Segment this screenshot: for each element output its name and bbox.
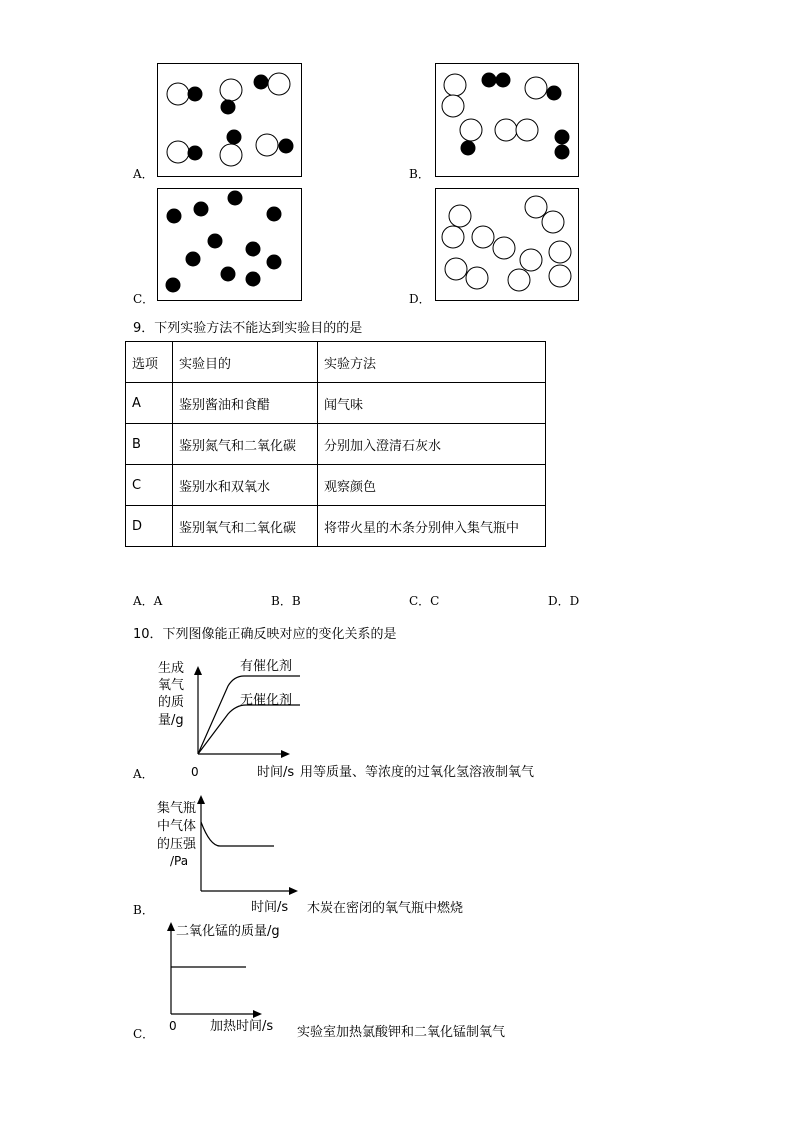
table-header-cell: 实验目的 — [173, 342, 318, 383]
graph-c-ylabel: 二氧化锰的质量/g — [176, 924, 280, 939]
particle-diagram-c — [158, 189, 301, 300]
graph-a-ylabel-line: 的质 — [158, 695, 185, 710]
graph-c-caption: 实验室加热氯酸钾和二氧化锰制氧气 — [297, 1025, 506, 1040]
graph-b-ylabel-line: 中气体 — [157, 819, 197, 834]
table-cell: A — [126, 383, 173, 424]
graph-c-origin: 0 — [169, 1019, 177, 1033]
graph-c-label: C． — [133, 1027, 155, 1041]
table-header-cell: 实验方法 — [318, 342, 546, 383]
option-label-a: A． — [133, 167, 154, 181]
answer-option-b: B．B — [271, 594, 301, 608]
particle-diagram-a — [158, 64, 301, 176]
answer-option-a: A．A — [133, 594, 163, 608]
answer-option-c: C．C — [409, 594, 440, 608]
graph-b — [150, 790, 490, 920]
graph-c — [150, 916, 550, 1046]
table-header-row — [126, 342, 546, 383]
graph-b-ylabel-line: 的压强 — [157, 837, 197, 852]
option-label-c: C． — [133, 292, 155, 306]
graph-b-label: B． — [133, 903, 154, 917]
table-cell: 鉴别氧气和二氧化碳 — [173, 506, 318, 547]
particle-box-c — [157, 188, 302, 301]
table-header-cell: 选项 — [126, 342, 173, 383]
answer-option-d: D．D — [548, 594, 580, 608]
particle-diagram-d — [436, 189, 578, 300]
graph-a-ylabel-line: 生成 — [158, 661, 185, 676]
table-cell: 鉴别酱油和食醋 — [173, 383, 318, 424]
table-cell: 鉴别水和双氧水 — [173, 465, 318, 506]
table-cell: 将带火星的木条分别伸入集气瓶中 — [318, 506, 546, 547]
graph-a-ylabel-line: 量/g — [158, 713, 184, 728]
table-cell: B — [126, 424, 173, 465]
graph-a-xlabel: 时间/s — [257, 765, 295, 780]
question-10-text: 10．下列图像能正确反映对应的变化关系的是 — [133, 627, 397, 642]
particle-box-a — [157, 63, 302, 177]
option-label-d: D． — [409, 292, 431, 306]
option-label-b: B． — [409, 167, 430, 181]
graph-b-xlabel: 时间/s — [251, 900, 289, 915]
particle-diagram-b — [436, 64, 578, 176]
table-cell: 分别加入澄清石灰水 — [318, 424, 546, 465]
table-cell: 闻气味 — [318, 383, 546, 424]
particle-box-d — [435, 188, 579, 301]
graph-a-caption: 用等质量、等浓度的过氧化氢溶液制氧气 — [300, 765, 535, 780]
table-cell: C — [126, 465, 173, 506]
graph-c-xlabel: 加热时间/s — [210, 1019, 274, 1034]
table-cell: 观察颜色 — [318, 465, 546, 506]
particle-box-b — [435, 63, 579, 177]
graph-b-caption: 木炭在密闭的氧气瓶中燃烧 — [307, 901, 464, 916]
table-row — [126, 383, 546, 424]
graph-a — [150, 652, 570, 784]
graph-b-ylabel-line: 集气瓶 — [157, 801, 197, 816]
graph-a-label: A． — [133, 767, 154, 781]
table-cell: D — [126, 506, 173, 547]
graph-b-ylabel-line: /Pa — [170, 854, 189, 868]
graph-a-ylabel-line: 氧气 — [158, 678, 185, 693]
table-row — [126, 424, 546, 465]
graph-a-origin: 0 — [191, 765, 199, 779]
question-9-table — [125, 341, 546, 547]
table-row — [126, 465, 546, 506]
graph-a-curve2-label: 无催化剂 — [240, 693, 293, 708]
table-row — [126, 506, 546, 547]
question-9-text: 9．下列实验方法不能达到实验目的的是 — [133, 321, 363, 336]
graph-a-curve1-label: 有催化剂 — [240, 659, 293, 674]
table-cell: 鉴别氮气和二氧化碳 — [173, 424, 318, 465]
